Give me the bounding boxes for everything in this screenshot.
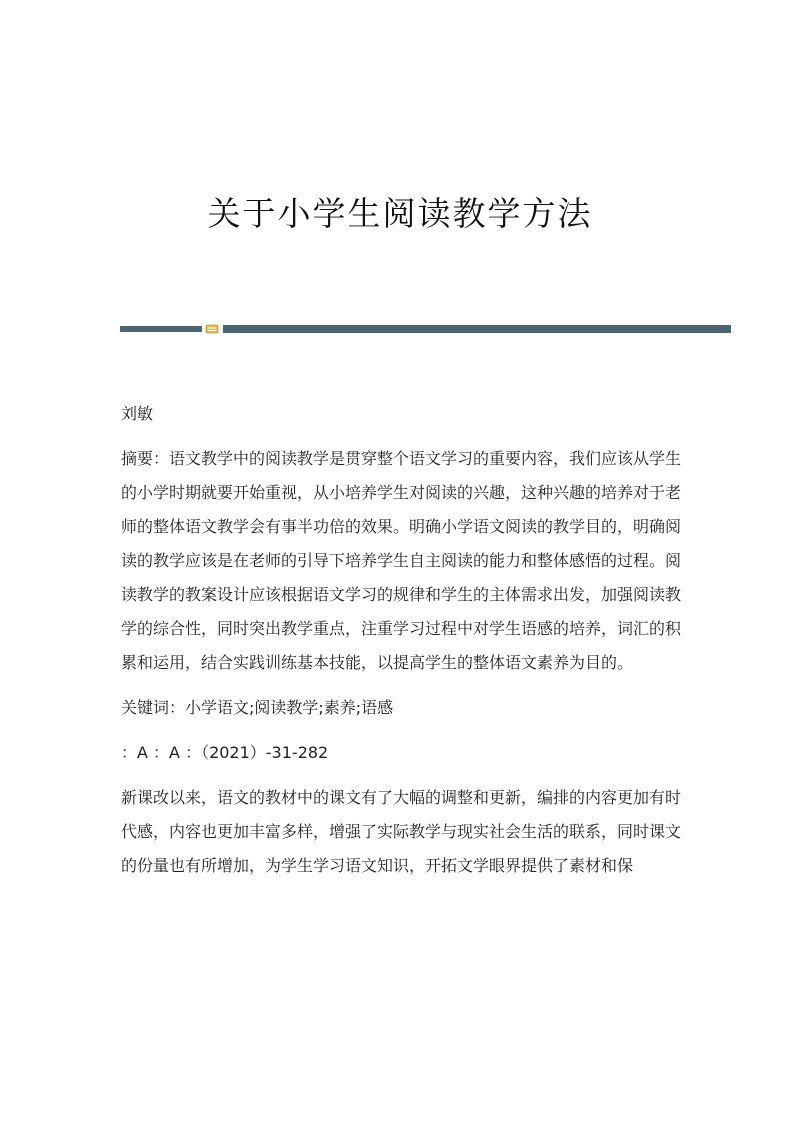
citation-line: ：A ：A ：（2021）-31-282: [121, 743, 329, 762]
divider-right-segment: [223, 325, 731, 333]
body-paragraph: 新课改以来，语文的教材中的课文有了大幅的调整和更新，编排的内容更加有时代感，内容也更加丰富多样，增强了实际教学与现实社会生活的联系，同时课文的份量也有所增加，为学生学习语文知识，开拓文学眼界提供了素材和保: [121, 788, 682, 875]
author-name: 刘敏: [121, 404, 154, 423]
title-divider: [120, 325, 731, 333]
keywords-line: 关键词：小学语文;阅读教学;素养;语感: [121, 698, 394, 717]
ornament-icon: [205, 323, 219, 334]
divider-left-segment: [120, 326, 202, 332]
page-title: 关于小学生阅读教学方法: [207, 194, 593, 233]
abstract-paragraph: 摘要：语文教学中的阅读教学是贯穿整个语文学习的重要内容，我们应该从学生的小学时期就要开始重视，从小培养学生对阅读的兴趣，这种兴趣的培养对于老师的整体语文教学会有事半功倍的效果。明确小学语文阅读的教学目的，明确阅读的教学应该是在老师的引导下培养学生自主阅读的能力和整体感悟的过程。阅读教学的教案设计应该根据语文学习的规律和学生的主体需求出发，加强阅读教学的综合性，同时突出教学重点，注重学习过程中对学生语感的培养，词汇的积累和运用，结合实践训练基本技能，以提高学生的整体语文素养为目的。: [121, 449, 682, 672]
document-body: [121, 397, 681, 883]
